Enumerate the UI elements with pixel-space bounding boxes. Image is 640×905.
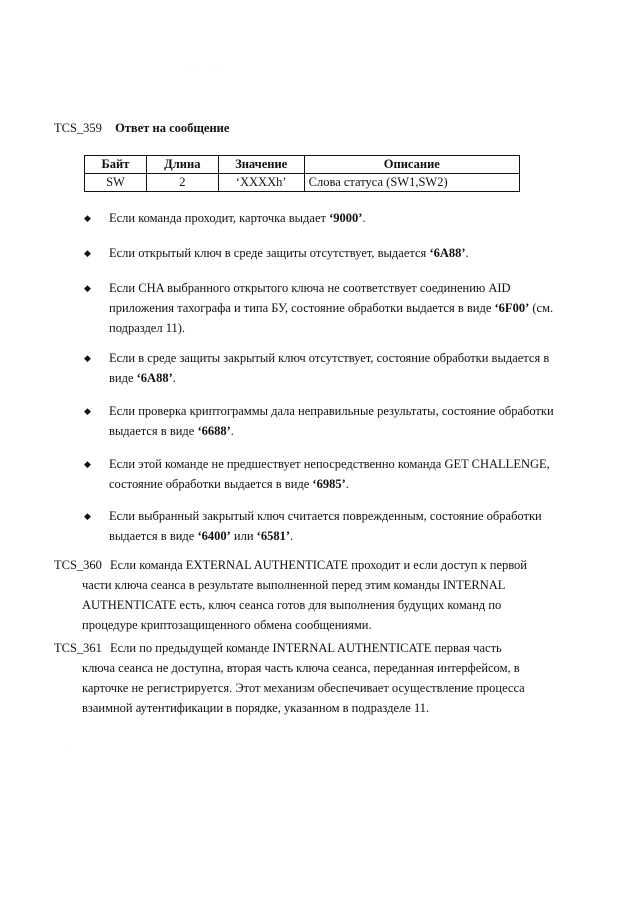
list-item: ◆ Если проверка криптограммы дала неправильные результаты, состояние обработки выдается в виде ‘6688’. [84,401,554,441]
paragraph-first-line: Если команда EXTERNAL AUTHENTICATE проходит и если доступ к первой [110,558,527,572]
status-code: ‘6688’ [197,424,231,438]
status-code: ‘9000’ [329,211,363,225]
column-header: Байт [85,156,147,174]
paragraph-body: части ключа сеанса в результате выполненной перед этим команды INTERNAL AUTHENTICATE есть, ключ сеанса готов для выполнения будущих команд по процедуре криптозащищенного обмена сообщениями. [82,578,505,632]
column-header: Описание [304,156,519,174]
list-item: ◆ Если CHA выбранного открытого ключа не соответствует соединению AID приложения тахографа и типа БУ, состояние обработки выдается в виде ‘6F00’ (см. подраздел 11). [84,278,554,338]
column-header: Длина [146,156,218,174]
requirement-tcs-361 [54,638,534,718]
diamond-bullet-icon: ◆ [84,213,91,223]
list-item: ◆ Если открытый ключ в среде защиты отсутствует, выдается ‘6A88’. [84,243,469,263]
list-item: ◆ Если этой команде не предшествует непосредственно команда GET CHALLENGE, состояние обработки выдается в виде ‘6985’. [84,454,554,494]
response-table [84,155,520,192]
table-cell: ‘XXXXh’ [218,174,304,192]
table-cell: Слова статуса (SW1,SW2) [304,174,519,192]
section-heading [54,118,229,138]
list-item: ◆ Если выбранный закрытый ключ считается поврежденным, состояние обработки выдается в виде ‘6400’ или ‘6581’. [84,506,554,546]
status-code: ‘6581’ [256,529,290,543]
diamond-bullet-icon: ◆ [84,353,91,363]
paragraph-first-line: Если по предыдущей команде INTERNAL AUTHENTICATE первая часть [110,641,502,655]
diamond-bullet-icon: ◆ [84,283,91,293]
paragraph-body: ключа сеанса не доступна, вторая часть ключа сеанса, переданная интерфейсом, в карточке не регистрируется. Этот механизм обеспечивает осуществление процесса взаимной аутентификации в порядке, указанном в подразделе 11. [82,661,525,715]
requirement-tcs-360 [54,555,534,635]
section-title: Ответ на сообщение [115,121,230,135]
status-code: ‘6400’ [197,529,231,543]
list-item: ◆ Если команда проходит, карточка выдает ‘9000’. [84,208,366,228]
table-row [85,174,520,192]
status-code: ‘6A88’ [429,246,466,260]
requirement-code: TCS_360 [54,558,102,572]
scan-speck: · [66,742,68,748]
diamond-bullet-icon: ◆ [84,459,91,469]
table-header-row [85,156,520,174]
column-header: Значение [218,156,304,174]
scan-speck: · · · · [186,64,227,70]
list-item: ◆ Если в среде защиты закрытый ключ отсутствует, состояние обработки выдается в виде ‘6A88’. [84,348,554,388]
diamond-bullet-icon: ◆ [84,511,91,521]
status-code: ‘6F00’ [494,301,530,315]
requirement-code: TCS_359 [54,121,102,135]
requirement-code: TCS_361 [54,641,102,655]
status-code: ‘6985’ [312,477,346,491]
diamond-bullet-icon: ◆ [84,406,91,416]
table-cell: 2 [146,174,218,192]
table-cell: SW [85,174,147,192]
diamond-bullet-icon: ◆ [84,248,91,258]
status-code: ‘6A88’ [136,371,173,385]
